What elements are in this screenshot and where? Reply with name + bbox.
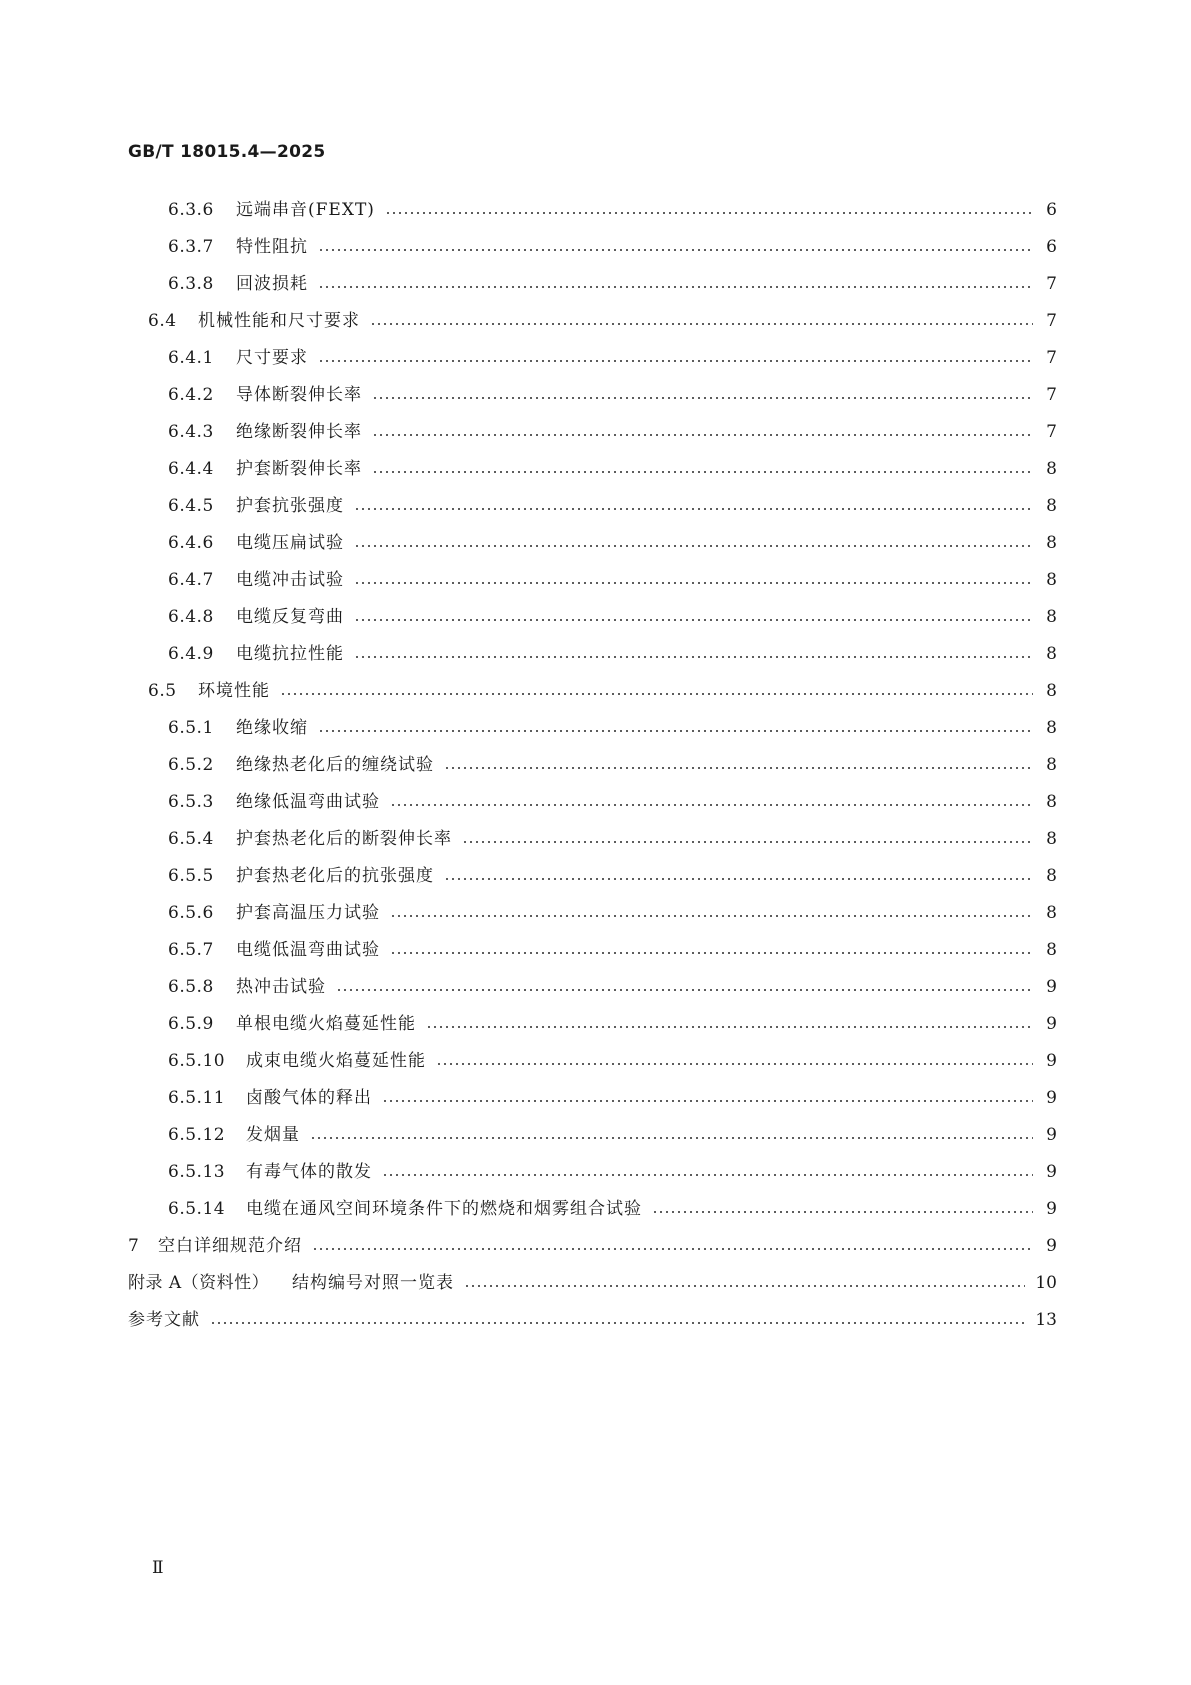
toc-entry-number: 6.5.9 [168,1014,214,1034]
toc-leader-dots [382,1096,1033,1106]
toc-entry-page: 8 [1046,570,1057,590]
toc-entry[interactable] [168,895,1057,932]
toc-entry-number: 6.5 [148,681,177,701]
toc-entry[interactable] [168,1080,1057,1117]
toc-entry-page: 8 [1046,903,1057,923]
toc-entry-page: 9 [1046,1199,1057,1219]
toc-entry-title: 护套热老化后的抗张强度 [236,866,434,886]
toc-leader-dots [426,1022,1033,1032]
toc-entry[interactable] [168,747,1057,784]
toc-entry-number: 6.5.2 [168,755,214,775]
toc-entry-title: 绝缘收缩 [236,718,308,738]
toc-entry-title: 热冲击试验 [236,977,326,997]
toc-entry-page: 7 [1046,274,1057,294]
toc-entry[interactable] [128,1228,1057,1265]
toc-entry-title: 结构编号对照一览表 [292,1273,454,1293]
toc-entry-number: 6.5.10 [168,1051,226,1071]
toc-entry-number: 6.4.6 [168,533,214,553]
toc-entry[interactable] [168,1154,1057,1191]
toc-entry-page: 8 [1046,496,1057,516]
toc-entry[interactable] [168,932,1057,969]
toc-entry-number: 6.4.3 [168,422,214,442]
toc-entry-number: 6.5.7 [168,940,214,960]
toc-leader-dots [318,282,1033,292]
toc-entry[interactable] [168,1191,1057,1228]
toc-entry-title: 有毒气体的散发 [246,1162,372,1182]
toc-entry-number: 6.5.4 [168,829,214,849]
toc-entry-title: 电缆冲击试验 [236,570,344,590]
toc-leader-dots [652,1207,1033,1217]
toc-entry-page: 8 [1046,829,1057,849]
toc-entry-page: 9 [1046,1236,1057,1256]
toc-leader-dots [312,1244,1033,1254]
toc-leader-dots [354,652,1033,662]
toc-entry-title: 护套高温压力试验 [236,903,380,923]
toc-entry-number: 6.5.8 [168,977,214,997]
toc-entry-page: 6 [1046,237,1057,257]
toc-entry-title: 电缆在通风空间环境条件下的燃烧和烟雾组合试验 [246,1199,642,1219]
toc-entry-title: 导体断裂伸长率 [236,385,362,405]
toc-entry-page: 8 [1046,533,1057,553]
toc-entry[interactable] [168,192,1057,229]
toc-entry-number: 6.5.6 [168,903,214,923]
toc-entry[interactable] [168,340,1057,377]
toc-leader-dots [370,319,1033,329]
toc-leader-dots [354,615,1033,625]
toc-entry[interactable] [168,266,1057,303]
toc-leader-dots [336,985,1033,995]
toc-entry-number: 6.4.8 [168,607,214,627]
toc-entry-page: 6 [1046,200,1057,220]
toc-entry-title: 参考文献 [128,1310,200,1330]
toc-entry-title: 绝缘断裂伸长率 [236,422,362,442]
toc-entry[interactable] [148,303,1057,340]
toc-entry-number: 6.4.2 [168,385,214,405]
toc-entry-page: 8 [1046,607,1057,627]
toc-entry-title: 绝缘热老化后的缠绕试验 [236,755,434,775]
toc-leader-dots [318,245,1033,255]
toc-entry-title: 成束电缆火焰蔓延性能 [246,1051,426,1071]
toc-entry-number: 附录 A（资料性） [128,1273,270,1293]
toc-entry-title: 尺寸要求 [236,348,308,368]
toc-entry-page: 10 [1035,1273,1057,1293]
toc-leader-dots [385,208,1033,218]
toc-entry[interactable] [168,710,1057,747]
toc-entry-number: 6.5.12 [168,1125,226,1145]
toc-entry[interactable] [168,451,1057,488]
toc-entry-page: 7 [1046,311,1057,331]
toc-entry-number: 6.4.7 [168,570,214,590]
toc-entry-title: 空白详细规范介绍 [158,1236,302,1256]
toc-leader-dots [444,763,1033,773]
toc-entry-number: 7 [128,1236,140,1256]
toc-entry-title: 卤酸气体的释出 [246,1088,372,1108]
toc-entry-page: 8 [1046,792,1057,812]
toc-entry[interactable] [168,821,1057,858]
toc-entry-page: 7 [1046,385,1057,405]
toc-entry-title: 特性阻抗 [236,237,308,257]
toc-leader-dots [372,467,1033,477]
toc-entry-title: 单根电缆火焰蔓延性能 [236,1014,416,1034]
toc-leader-dots [210,1318,1025,1328]
toc-entry-title: 环境性能 [198,681,270,701]
toc-entry-page: 9 [1046,1125,1057,1145]
toc-entry-page: 8 [1046,718,1057,738]
toc-entry-number: 6.5.11 [168,1088,226,1108]
toc-leader-dots [310,1133,1033,1143]
toc-entry[interactable] [148,673,1057,710]
toc-entry-title: 电缆压扁试验 [236,533,344,553]
toc-entry[interactable] [168,562,1057,599]
toc-entry[interactable] [168,599,1057,636]
toc-leader-dots [436,1059,1033,1069]
toc-entry-number: 6.4 [148,311,177,331]
toc-entry-title: 电缆低温弯曲试验 [236,940,380,960]
toc-entry-page: 8 [1046,459,1057,479]
toc-entry-title: 机械性能和尺寸要求 [198,311,360,331]
toc-entry[interactable] [168,414,1057,451]
toc-entry-page: 9 [1046,1014,1057,1034]
toc-entry-page: 7 [1046,422,1057,442]
toc-entry-number: 6.5.3 [168,792,214,812]
toc-entry[interactable] [168,636,1057,673]
toc-leader-dots [318,726,1033,736]
toc-leader-dots [390,948,1033,958]
toc-entry[interactable] [168,1117,1057,1154]
toc-entry[interactable] [128,1302,1057,1339]
toc-leader-dots [280,689,1033,699]
toc-leader-dots [382,1170,1033,1180]
toc-entry-page: 8 [1046,940,1057,960]
toc-entry[interactable] [168,525,1057,562]
toc-entry[interactable] [168,1006,1057,1043]
toc-entry-number: 6.5.13 [168,1162,226,1182]
toc-entry-number: 6.3.7 [168,237,214,257]
toc-entry-title: 护套抗张强度 [236,496,344,516]
toc-leader-dots [354,578,1033,588]
toc-entry-title: 电缆抗拉性能 [236,644,344,664]
toc-leader-dots [372,393,1033,403]
toc-entry-number: 6.4.4 [168,459,214,479]
toc-entry-page: 9 [1046,1088,1057,1108]
toc-entry-number: 6.3.8 [168,274,214,294]
toc-entry-page: 8 [1046,866,1057,886]
toc-leader-dots [354,541,1033,551]
toc-entry-title: 护套断裂伸长率 [236,459,362,479]
toc-leader-dots [390,800,1033,810]
toc-entry-title: 电缆反复弯曲 [236,607,344,627]
toc-entry-title: 远端串音(FEXT) [236,200,375,220]
toc-entry[interactable] [168,969,1057,1006]
toc-entry-title: 绝缘低温弯曲试验 [236,792,380,812]
toc-entry[interactable] [168,784,1057,821]
toc-entry[interactable] [168,229,1057,266]
toc-entry-number: 6.3.6 [168,200,214,220]
toc-leader-dots [390,911,1033,921]
toc-entry[interactable] [128,1265,1057,1302]
toc-leader-dots [318,356,1033,366]
toc-entry-number: 6.4.1 [168,348,214,368]
toc-entry[interactable] [168,377,1057,414]
toc-entry-number: 6.5.5 [168,866,214,886]
toc-entry-page: 9 [1046,1051,1057,1071]
toc-leader-dots [464,1281,1025,1291]
toc-entry-page: 7 [1046,348,1057,368]
toc-entry-number: 6.4.9 [168,644,214,664]
toc-entry-page: 9 [1046,1162,1057,1182]
document-code: GB/T 18015.4—2025 [128,142,326,162]
toc-leader-dots [444,874,1033,884]
toc-entry-page: 8 [1046,755,1057,775]
toc-leader-dots [462,837,1033,847]
page-number: Ⅱ [152,1558,164,1578]
toc-leader-dots [372,430,1033,440]
toc-entry[interactable] [168,488,1057,525]
toc-entry-page: 13 [1035,1310,1057,1330]
toc-entry-title: 回波损耗 [236,274,308,294]
toc-leader-dots [354,504,1033,514]
toc-entry[interactable] [168,1043,1057,1080]
toc-entry-number: 6.5.1 [168,718,214,738]
toc-entry-number: 6.5.14 [168,1199,226,1219]
toc-entry-page: 8 [1046,644,1057,664]
toc-entry-title: 护套热老化后的断裂伸长率 [236,829,452,849]
toc-entry-title: 发烟量 [246,1125,300,1145]
toc-entry-page: 8 [1046,681,1057,701]
toc-entry[interactable] [168,858,1057,895]
toc-entry-page: 9 [1046,977,1057,997]
toc-entry-number: 6.4.5 [168,496,214,516]
